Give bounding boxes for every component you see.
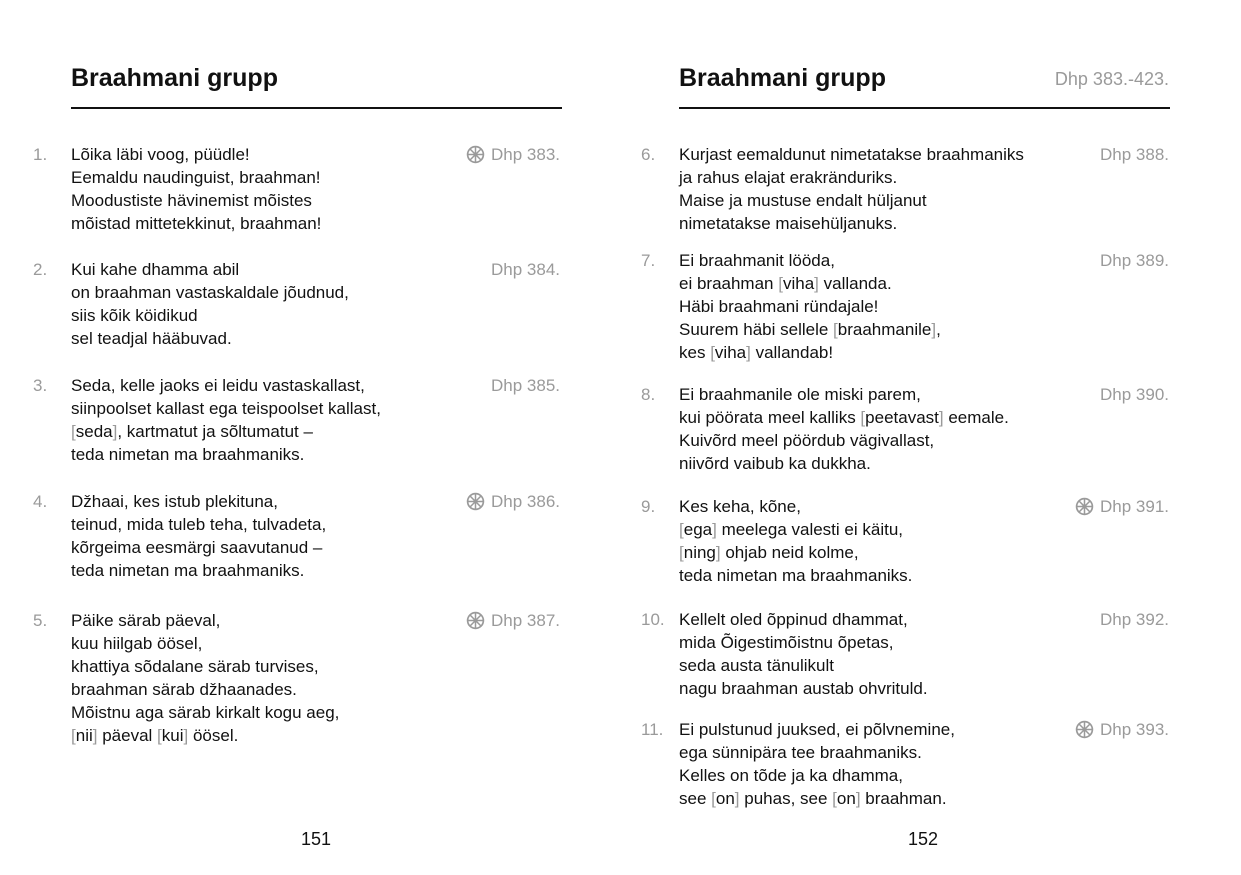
verse-line — [679, 741, 955, 764]
verse-number: 6. — [641, 145, 656, 164]
verse-number: 1. — [33, 145, 48, 164]
verse-reference-label: Dhp 387. — [491, 611, 560, 630]
editorial-bracket: ] — [746, 343, 751, 362]
verse-text-segment: seda austa tänulikult — [679, 656, 834, 675]
verse-line — [71, 536, 326, 559]
verse-reference-label: Dhp 392. — [1100, 610, 1169, 629]
verse-text-segment: Kellelt oled õppinud dhammat, — [679, 610, 908, 629]
verse-line — [679, 249, 941, 272]
verse-line — [679, 764, 955, 787]
dhamma-wheel-icon — [466, 145, 485, 164]
verse-reference-label: Dhp 383. — [491, 145, 560, 164]
verse-text — [71, 609, 339, 747]
verse-text-segment: teinud, mida tuleb teha, tulvadeta, — [71, 515, 327, 534]
verse-text-segment: Kui kahe dhamma abil — [71, 260, 240, 279]
verse-text-segment: Ei braahmanit lööda, — [679, 251, 835, 270]
verse-reference-label: Dhp 390. — [1100, 385, 1169, 404]
verse-text-segment: nagu braahman austab ohvrituld. — [679, 679, 928, 698]
verse-line — [71, 258, 349, 281]
editorial-bracket: ] — [938, 408, 944, 427]
verse-text-segment: ega sünnipära tee braahmaniks. — [679, 743, 922, 762]
verse-line — [71, 189, 321, 212]
verse-line — [71, 281, 349, 304]
verse-text-segment: puhas, see — [739, 789, 833, 808]
verse-line — [679, 383, 1009, 406]
verse-text-segment: Moodustiste hävinemist mõistes — [71, 191, 312, 210]
verse-line — [679, 318, 941, 341]
verse-text-segment: see — [679, 789, 712, 808]
verse-number: 7. — [641, 251, 656, 270]
editorial-bracket: [ — [860, 408, 866, 427]
editorial-bracket: [ — [710, 343, 715, 362]
verse-line — [679, 429, 1009, 452]
verse-line — [71, 513, 326, 536]
verse-text-segment: ega — [683, 520, 713, 539]
verse-text-segment: teda nimetan ma braahmaniks. — [71, 445, 305, 464]
verse-text-segment: Seda, kelle jaoks ei leidu vastaskallast, — [71, 376, 365, 395]
verse-line — [71, 655, 339, 678]
verse-line — [71, 443, 381, 466]
verse-text — [679, 718, 955, 810]
verse-text — [71, 258, 349, 350]
verse-line — [679, 518, 912, 541]
editorial-bracket: ] — [715, 543, 721, 562]
verse-line — [679, 166, 1024, 189]
verse-line — [679, 406, 1009, 429]
verse-text-segment: on braahman vastaskaldale jõudnud, — [71, 283, 349, 302]
editorial-bracket: [ — [778, 274, 783, 293]
verse-reference — [1100, 383, 1169, 406]
verse-text-segment: ning — [683, 543, 716, 562]
verse-text-segment: kui pöörata meel kalliks — [679, 408, 861, 427]
verse-line — [679, 677, 928, 700]
verse-line — [679, 143, 1024, 166]
verse-reference — [1100, 608, 1169, 631]
dhamma-wheel-icon — [1075, 720, 1094, 739]
verse-text-segment: vallanda. — [818, 274, 892, 293]
verse-text-segment: Kes keha, kõne, — [679, 497, 801, 516]
header-divider — [679, 107, 1170, 109]
verse-line — [679, 272, 941, 295]
editorial-bracket: [ — [71, 422, 76, 441]
verse-reference — [1100, 143, 1169, 166]
dhamma-wheel-icon — [1075, 497, 1094, 516]
verse-line — [71, 724, 339, 747]
editorial-bracket: ] — [712, 520, 717, 539]
verse-text-segment: Džhaai, kes istub plekituna, — [71, 492, 278, 511]
verse-number: 4. — [33, 492, 48, 511]
verse-reference — [466, 490, 560, 513]
verse-text-segment: Ei braahmanile ole miski parem, — [679, 385, 921, 404]
verse-line — [679, 787, 955, 810]
verse-reference-label: Dhp 384. — [491, 260, 560, 279]
verse-line — [71, 166, 321, 189]
verse-text-segment: braahmanile — [837, 320, 932, 339]
editorial-bracket: [ — [679, 543, 684, 562]
verse-line — [71, 304, 349, 327]
editorial-bracket: ] — [112, 422, 118, 441]
verse-text-segment: viha — [782, 274, 815, 293]
verse-text-segment: eemale. — [943, 408, 1009, 427]
editorial-bracket: [ — [832, 789, 837, 808]
chapter-range: Dhp 383.-423. — [1054, 69, 1169, 89]
page-title: Braahmani grupp — [679, 64, 886, 92]
verse-line — [71, 374, 381, 397]
verse-text-segment: on — [836, 789, 856, 808]
verse-text-segment: seda — [75, 422, 113, 441]
editorial-bracket: ] — [855, 789, 861, 808]
verse-text — [71, 143, 321, 235]
verse-reference — [1075, 718, 1169, 741]
verse-text — [71, 490, 326, 582]
editorial-bracket: ] — [734, 789, 740, 808]
verse-reference — [466, 143, 560, 166]
editorial-bracket: [ — [711, 789, 716, 808]
verse-line — [679, 718, 955, 741]
verse-line — [71, 559, 326, 582]
verse-text-segment: , — [936, 320, 941, 339]
page-number: 151 — [301, 829, 332, 849]
verse-text-segment: , kartmatut ja sõltumatut – — [117, 422, 313, 441]
verse-reference — [491, 374, 560, 397]
verse-line — [679, 189, 1024, 212]
verse-text — [71, 374, 381, 466]
editorial-bracket: [ — [71, 726, 76, 745]
verse-line — [679, 212, 1024, 235]
verse-text — [679, 143, 1024, 235]
verse-line — [679, 495, 912, 518]
verse-reference — [491, 258, 560, 281]
verse-number: 3. — [33, 376, 48, 395]
verse-text — [679, 608, 928, 700]
verse-line — [679, 631, 928, 654]
dhamma-wheel-icon — [466, 611, 485, 630]
verse-line — [71, 678, 339, 701]
verse-reference-label: Dhp 389. — [1100, 251, 1169, 270]
verse-line — [71, 490, 326, 513]
verse-number: 5. — [33, 611, 48, 630]
editorial-bracket: ] — [814, 274, 819, 293]
editorial-bracket: [ — [679, 520, 684, 539]
verse-text-segment: öösel. — [188, 726, 239, 745]
editorial-bracket: ] — [931, 320, 937, 339]
editorial-bracket: ] — [183, 726, 189, 745]
verse-line — [679, 341, 941, 364]
verse-text-segment: sel teadjal hääbuvad. — [71, 329, 232, 348]
verse-text-segment: ja rahus elajat erakränduriks. — [679, 168, 898, 187]
verse-text-segment: peetavast — [865, 408, 939, 427]
verse-reference-label: Dhp 386. — [491, 492, 560, 511]
verse-text-segment: nii — [75, 726, 93, 745]
verse-line — [679, 541, 912, 564]
verse-reference — [1075, 495, 1169, 518]
verse-number: 2. — [33, 260, 48, 279]
verse-text-segment: Eemaldu naudinguist, braahman! — [71, 168, 321, 187]
verse-text-segment: braahman särab džhaanades. — [71, 680, 297, 699]
verse-text-segment: teda nimetan ma braahmaniks. — [679, 566, 913, 585]
verse-text-segment: nimetatakse maisehüljanuks. — [679, 214, 898, 233]
verse-line — [71, 632, 339, 655]
verse-line — [71, 609, 339, 632]
editorial-bracket: [ — [833, 320, 838, 339]
right-page — [620, 0, 1241, 875]
page-number: 152 — [908, 829, 939, 849]
verse-line — [71, 397, 381, 420]
editorial-bracket: [ — [157, 726, 162, 745]
verse-text-segment: viha — [714, 343, 747, 362]
verse-line — [679, 654, 928, 677]
verse-text-segment: Kelles on tõde ja ka dhamma, — [679, 766, 903, 785]
dhamma-wheel-icon — [466, 492, 485, 511]
verse-text-segment: siis kõik köidikud — [71, 306, 198, 325]
verse-text — [679, 249, 941, 364]
editorial-bracket: ] — [92, 726, 98, 745]
verse-text-segment: kui — [161, 726, 184, 745]
verse-text-segment: kõrgeima eesmärgi saavutanud – — [71, 538, 323, 557]
verse-text — [679, 495, 912, 587]
page-title: Braahmani grupp — [71, 64, 278, 92]
verse-line — [71, 143, 321, 166]
verse-number: 9. — [641, 497, 656, 516]
verse-line — [71, 327, 349, 350]
verse-text-segment: khattiya sõdalane särab turvises, — [71, 657, 319, 676]
verse-text-segment: niivõrd vaibub ka dukkha. — [679, 454, 871, 473]
verse-reference — [1100, 249, 1169, 272]
verse-text-segment: mida Õigestimõistnu õpetas, — [679, 633, 894, 652]
verse-number: 10. — [641, 610, 665, 629]
verse-text-segment: braahman. — [860, 789, 947, 808]
verse-reference-label: Dhp 388. — [1100, 145, 1169, 164]
verse-text-segment: mõistad mittetekkinut, braahman! — [71, 214, 322, 233]
verse-number: 11. — [641, 720, 664, 739]
verse-line — [679, 608, 928, 631]
verse-text — [679, 383, 1009, 475]
verse-text-segment: Suurem häbi sellele — [679, 320, 834, 339]
verse-text-segment: kuu hiilgab öösel, — [71, 634, 203, 653]
verse-text-segment: Päike särab päeval, — [71, 611, 221, 630]
verse-text-segment: vallandab! — [750, 343, 834, 362]
verse-text-segment: siinpoolset kallast ega teispoolset kallast, — [71, 399, 381, 418]
verse-line — [679, 452, 1009, 475]
verse-text-segment: ohjab neid kolme, — [720, 543, 859, 562]
verse-reference-label: Dhp 393. — [1100, 720, 1169, 739]
verse-text-segment: Maise ja mustuse endalt hüljanut — [679, 191, 927, 210]
verse-text-segment: teda nimetan ma braahmaniks. — [71, 561, 305, 580]
verse-text-segment: päeval — [97, 726, 158, 745]
verse-line — [71, 420, 381, 443]
verse-text-segment: Kurjast eemaldunut nimetatakse braahmaniks — [679, 145, 1024, 164]
verse-text-segment: Ei pulstunud juuksed, ei põlvnemine, — [679, 720, 955, 739]
verse-text-segment: Mõistnu aga särab kirkalt kogu aeg, — [71, 703, 340, 722]
verse-line — [679, 564, 912, 587]
verse-line — [679, 295, 941, 318]
verse-reference-label: Dhp 391. — [1100, 497, 1169, 516]
header-divider — [71, 107, 562, 109]
verse-text-segment: meelega valesti ei käitu, — [716, 520, 903, 539]
verse-reference — [466, 609, 560, 632]
verse-text-segment: Kuivõrd meel pöördub vägivallast, — [679, 431, 935, 450]
verse-number: 8. — [641, 385, 656, 404]
verse-line — [71, 212, 321, 235]
verse-text-segment: ei braahman — [679, 274, 779, 293]
verse-line — [71, 701, 339, 724]
verse-text-segment: kes — [679, 343, 711, 362]
verse-text-segment: on — [715, 789, 735, 808]
verse-text-segment: Lõika läbi voog, püüdle! — [71, 145, 250, 164]
verse-reference-label: Dhp 385. — [491, 376, 560, 395]
left-page — [0, 0, 620, 875]
verse-text-segment: Häbi braahmani ründajale! — [679, 297, 879, 316]
